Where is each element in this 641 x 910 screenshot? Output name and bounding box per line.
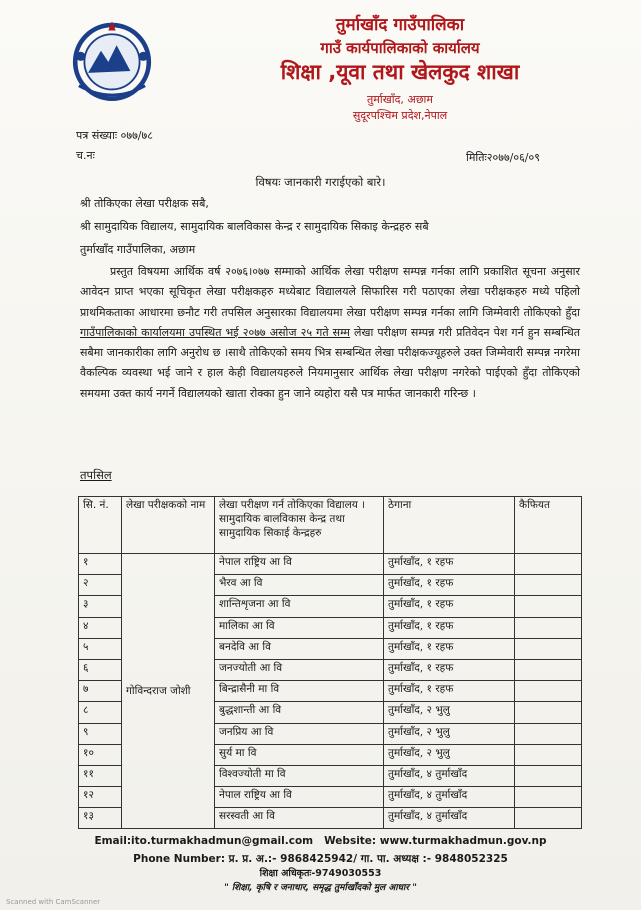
- serial-cell: १३: [79, 808, 122, 829]
- school-cell: नेपाल राष्ट्रिय आ वि: [215, 787, 384, 808]
- school-cell: बिन्द्रासैनी मा वि: [215, 681, 384, 702]
- body-part-1: प्रस्तुत विषयमा आर्थिक वर्ष २०७६।०७७ सम्माको आर्थिक लेखा परीक्षण सम्पन्न गर्नका लागि प्रकाशित सूचना अनुसार आवेदन प्राप्त भएका सूचिकृत लेखा परीक्षकहरु मध्येबाट विद्यालयले सिफारिस गरी पठाएका लेखा परीक्षकहरु मध्ये पहिलो प्राथमिकताका आधारमा छनौट गरी तपसिल अनुसारका विद्यालयमा लेखा परीक्षण सम्पन्न गर्नका लागि जिम्मेवारी तोकिएको हुँदा: [80, 265, 580, 319]
- serial-cell: ३: [79, 596, 122, 617]
- address-cell: तुर्माखाँद, २ भुलु: [384, 744, 515, 765]
- school-cell: सरस्वती आ वि: [215, 808, 384, 829]
- serial-cell: ८: [79, 702, 122, 723]
- remarks-cell: [515, 575, 582, 596]
- recipient-line-2: श्री सामुदायिक विद्यालय, सामुदायिक बालविकास केन्द्र र सामुदायिक सिकाइ केन्द्रहरु सबै: [80, 220, 429, 233]
- letter-date: [466, 150, 540, 165]
- table-header-row: [79, 497, 582, 554]
- header-serial: सि. नं.: [79, 497, 122, 554]
- address-cell: तुर्माखाँद, ४ तुर्माखाँद: [384, 808, 515, 829]
- address-cell: तुर्माखाँद, ४ तुर्माखाँद: [384, 765, 515, 786]
- table-row: [79, 554, 582, 575]
- remarks-cell: [515, 659, 582, 680]
- school-cell: बनदेवि आ वि: [215, 638, 384, 659]
- remarks-cell: [515, 765, 582, 786]
- municipality-name: तुर्माखाँद गाउँपालिका: [335, 15, 465, 35]
- remarks-cell: [515, 596, 582, 617]
- address-cell: तुर्माखाँद, १ रहफ: [384, 659, 515, 680]
- remarks-cell: [515, 617, 582, 638]
- serial-cell: १: [79, 554, 122, 575]
- serial-cell: ९: [79, 723, 122, 744]
- footer-officer: शिक्षा अधिकृतः-9749030553: [259, 868, 382, 879]
- header-auditor: लेखा परीक्षकको नाम: [122, 497, 215, 554]
- recipient-line-1: श्री तोकिएका लेखा परीक्षक सबै,: [80, 197, 209, 210]
- serial-cell: १०: [79, 744, 122, 765]
- address-cell: तुर्माखाँद, १ रहफ: [384, 617, 515, 638]
- footer-phone: Phone Number: प्र. प्र. अ.:- 9868425942/ गा. पा. अध्यक्ष :- 9848052325: [133, 853, 508, 865]
- letter-number: [76, 128, 153, 143]
- school-cell: जनज्योती आ वि: [215, 659, 384, 680]
- recipient-line-3: तुर्माखाँद गाउँपालिका, अछाम: [80, 243, 196, 256]
- schedule-heading: तपसिल: [80, 468, 112, 482]
- section-name: शिक्षा ,यूवा तथा खेलकुद शाखा: [280, 60, 520, 84]
- audit-schedule-table: [78, 496, 582, 829]
- school-cell: नेपाल राष्ट्रिय आ वि: [215, 554, 384, 575]
- school-cell: विश्वज्योती मा वि: [215, 765, 384, 786]
- letter-number-label: पत्र संख्याः: [76, 129, 118, 142]
- remarks-cell: [515, 681, 582, 702]
- remarks-cell: [515, 638, 582, 659]
- footer-email: Email:ito.turmakhadmun@gmail.com: [94, 835, 314, 847]
- serial-cell: १२: [79, 787, 122, 808]
- address-cell: तुर्माखाँद, १ रहफ: [384, 638, 515, 659]
- serial-cell: ४: [79, 617, 122, 638]
- serial-cell: ६: [79, 659, 122, 680]
- address-cell: तुर्माखाँद, २ भुलु: [384, 723, 515, 744]
- body-part-3: लेखा परीक्षण सम्पन्न गरी प्रतिवेदन पेश गर्न हुन सम्बन्धित सबैमा जानकारीका लागि अनुरोध छ ।साथै तोकिएको समय भित्र सम्बन्धित लेखा परीक्षकज्यूहरुले उक्त जिम्मेवारी सम्पन्न नगरेमा वैकल्पिक व्यवस्था भई जाने र हाल केही विद्यालयहरुले नियमानुसार आर्थिक लेखा परीक्षण नगरेको पाईएको हुँदा तोकिएको समयमा उक्त कार्य नगर्ने विद्यालयको खाता रोक्का हुन जाने व्यहोरा यसै पत्र मार्फत जानकारी गरिन्छ ।: [80, 325, 580, 400]
- remarks-cell: [515, 554, 582, 575]
- footer-website: Website: www.turmakhadmun.gov.np: [324, 835, 547, 847]
- serial-cell: ११: [79, 765, 122, 786]
- header-school: लेखा परीक्षण गर्न तोकिएका विद्यालय ।सामुदायिक बालविकास केन्द्र तथा सामुदायिक सिकाई केन्द्रहरु: [215, 497, 384, 554]
- letter-number-value: ०७७/७८: [120, 129, 153, 142]
- address-cell: तुर्माखाँद, १ रहफ: [384, 681, 515, 702]
- address-cell: तुर्माखाँद, १ रहफ: [384, 596, 515, 617]
- address-cell: तुर्माखाँद, १ रहफ: [384, 554, 515, 575]
- remarks-cell: [515, 808, 582, 829]
- remarks-cell: [515, 723, 582, 744]
- remarks-cell: [515, 787, 582, 808]
- school-cell: शान्तिशृजना आ वि: [215, 596, 384, 617]
- office-name: गाउँ कार्यपालिकाको कार्यालय: [320, 39, 480, 57]
- address-cell: तुर्माखाँद, ४ तुर्माखाँद: [384, 787, 515, 808]
- letter-body: [80, 262, 580, 404]
- body-deadline: गाउँपालिकाको कार्यालयमा उपस्थित भई २०७७ असोज २५ गते सम्म: [80, 325, 350, 339]
- serial-cell: ५: [79, 638, 122, 659]
- scanner-watermark: Scanned with CamScanner: [6, 898, 101, 906]
- serial-cell: ७: [79, 681, 122, 702]
- footer-contact: [0, 835, 641, 847]
- school-cell: सुर्य मा वि: [215, 744, 384, 765]
- address-cell: तुर्माखाँद, २ भुलु: [384, 702, 515, 723]
- letter-subject: विषयः जानकारी गराईएको बारे।: [255, 175, 386, 189]
- date-value: २०७७/०६/०९: [486, 151, 540, 164]
- header-address: ठेगाना: [384, 497, 515, 554]
- office-province: सुदूरपश्चिम प्रदेश,नेपाल: [352, 109, 448, 122]
- footer-slogan: " शिक्षा, कृषि र जनाधार, समृद्ध तुर्माखाँदको मुल आधार ": [224, 883, 417, 893]
- school-cell: बुद्धशान्ती आ वि: [215, 702, 384, 723]
- address-cell: तुर्माखाँद, १ रहफ: [384, 575, 515, 596]
- school-cell: मालिका आ वि: [215, 617, 384, 638]
- remarks-cell: [515, 744, 582, 765]
- date-label: मितिः: [466, 151, 487, 164]
- auditor-cell: गोविन्दराज जोशी: [122, 554, 215, 829]
- dispatch-number-label: च.नः: [76, 149, 95, 162]
- serial-cell: २: [79, 575, 122, 596]
- remarks-cell: [515, 702, 582, 723]
- school-cell: भैरव आ वि: [215, 575, 384, 596]
- header-remarks: कैफियत: [515, 497, 582, 554]
- municipality-emblem-icon: [66, 14, 158, 106]
- office-location: तुर्माखाँद, अछाम: [367, 93, 433, 106]
- school-cell: जनप्रिय आ वि: [215, 723, 384, 744]
